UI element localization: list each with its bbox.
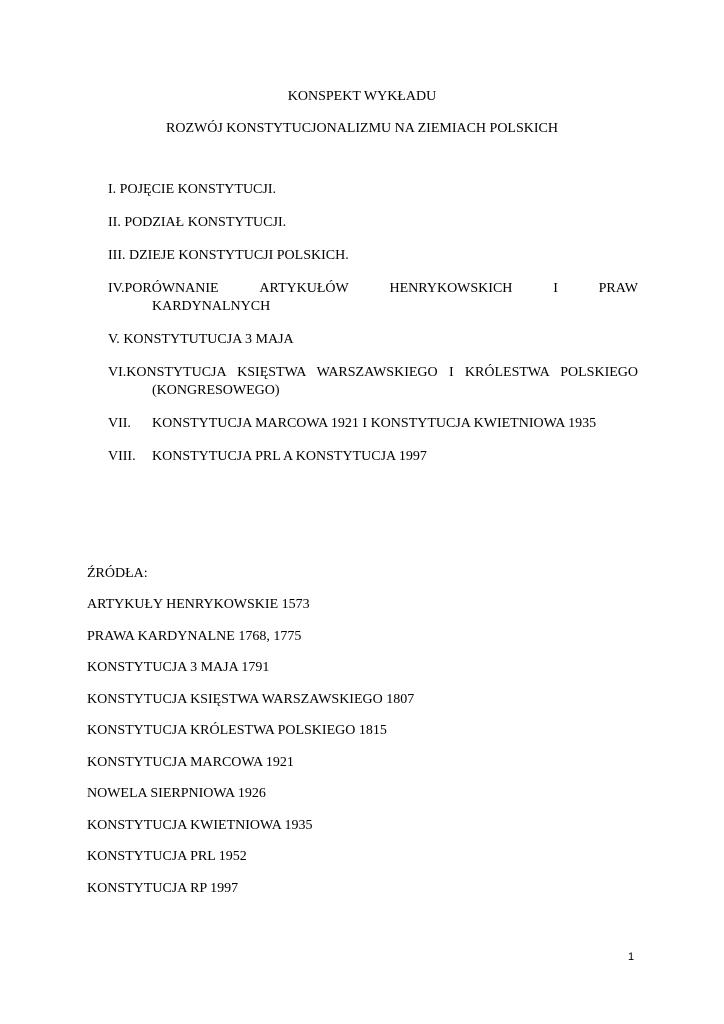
outline-item-number: I. <box>108 182 117 197</box>
outline-item-text: POJĘCIE KONSTYTUCJI. <box>119 182 277 197</box>
outline-item-word: PORÓWNANIE <box>124 281 219 296</box>
outline-item-text: PODZIAŁ KONSTYTUCJI. <box>124 215 287 230</box>
outline-item-word: I <box>553 281 558 296</box>
outline-item <box>108 448 638 466</box>
document-title: KONSPEKT WYKŁADU <box>287 89 437 104</box>
source-item: KONSTYTUCJA KSIĘSTWA WARSZAWSKIEGO 1807 <box>87 691 415 707</box>
outline-item-number: VI. <box>108 365 127 380</box>
source-item: PRAWA KARDYNALNE 1768, 1775 <box>87 628 302 644</box>
outline-item-text: KONSTYTUTUCJA 3 MAJA <box>123 332 294 347</box>
source-item: ARTYKUŁY HENRYKOWSKIE 1573 <box>87 597 310 612</box>
sources-heading: ŹRÓDŁA: <box>87 566 148 581</box>
sources-list <box>87 596 414 898</box>
outline-item <box>108 181 638 199</box>
outline-item-text: KONSTYTUCJA KSIĘSTWA WARSZAWSKIEGO I KRÓLESTWA POLSKIEGO <box>126 365 638 380</box>
outline-item <box>108 280 638 316</box>
outline-item <box>108 214 638 232</box>
outline-item-word: ARTYKUŁÓW <box>259 281 349 296</box>
outline-item-number: IV. <box>108 281 125 296</box>
source-item: KONSTYTUCJA KRÓLESTWA POLSKIEGO 1815 <box>87 723 387 738</box>
source-item: KONSTYTUCJA KWIETNIOWA 1935 <box>87 817 313 833</box>
outline-item-continuation: (KONGRESOWEGO) <box>152 383 280 398</box>
outline-item-number: II. <box>108 215 121 230</box>
outline-item <box>108 364 638 400</box>
lecture-outline <box>108 181 638 481</box>
outline-item-word: PRAW <box>598 281 638 296</box>
source-item: NOWELA SIERPNIOWA 1926 <box>87 786 266 801</box>
source-item: KONSTYTUCJA MARCOWA 1921 <box>87 754 294 770</box>
sources-section <box>87 565 414 911</box>
outline-item-number: V. <box>108 332 120 347</box>
outline-item-number: III. <box>108 248 126 263</box>
outline-item-text-segment <box>108 280 219 298</box>
outline-item-number: VII. <box>108 416 131 431</box>
source-item: KONSTYTUCJA PRL 1952 <box>87 849 247 864</box>
source-item: KONSTYTUCJA RP 1997 <box>87 880 239 896</box>
outline-item-text: KONSTYTUCJA MARCOWA 1921 I KONSTYTUCJA KWIETNIOWA 1935 <box>152 416 597 431</box>
outline-item <box>108 331 638 349</box>
outline-item <box>108 247 638 265</box>
outline-item <box>108 415 638 433</box>
page-number: 1 <box>628 951 635 963</box>
outline-item-word: HENRYKOWSKICH <box>389 281 513 296</box>
document-subtitle: ROZWÓJ KONSTYTUCJONALIZMU NA ZIEMIACH POLSKICH <box>166 121 558 136</box>
source-item: KONSTYTUCJA 3 MAJA 1791 <box>87 660 270 675</box>
outline-item-continuation: KARDYNALNYCH <box>152 299 271 314</box>
outline-item-number: VIII. <box>108 449 136 464</box>
outline-item-text: KONSTYTUCJA PRL A KONSTYTUCJA 1997 <box>152 449 427 464</box>
outline-item-text: DZIEJE KONSTYTUCJI POLSKICH. <box>129 248 349 263</box>
